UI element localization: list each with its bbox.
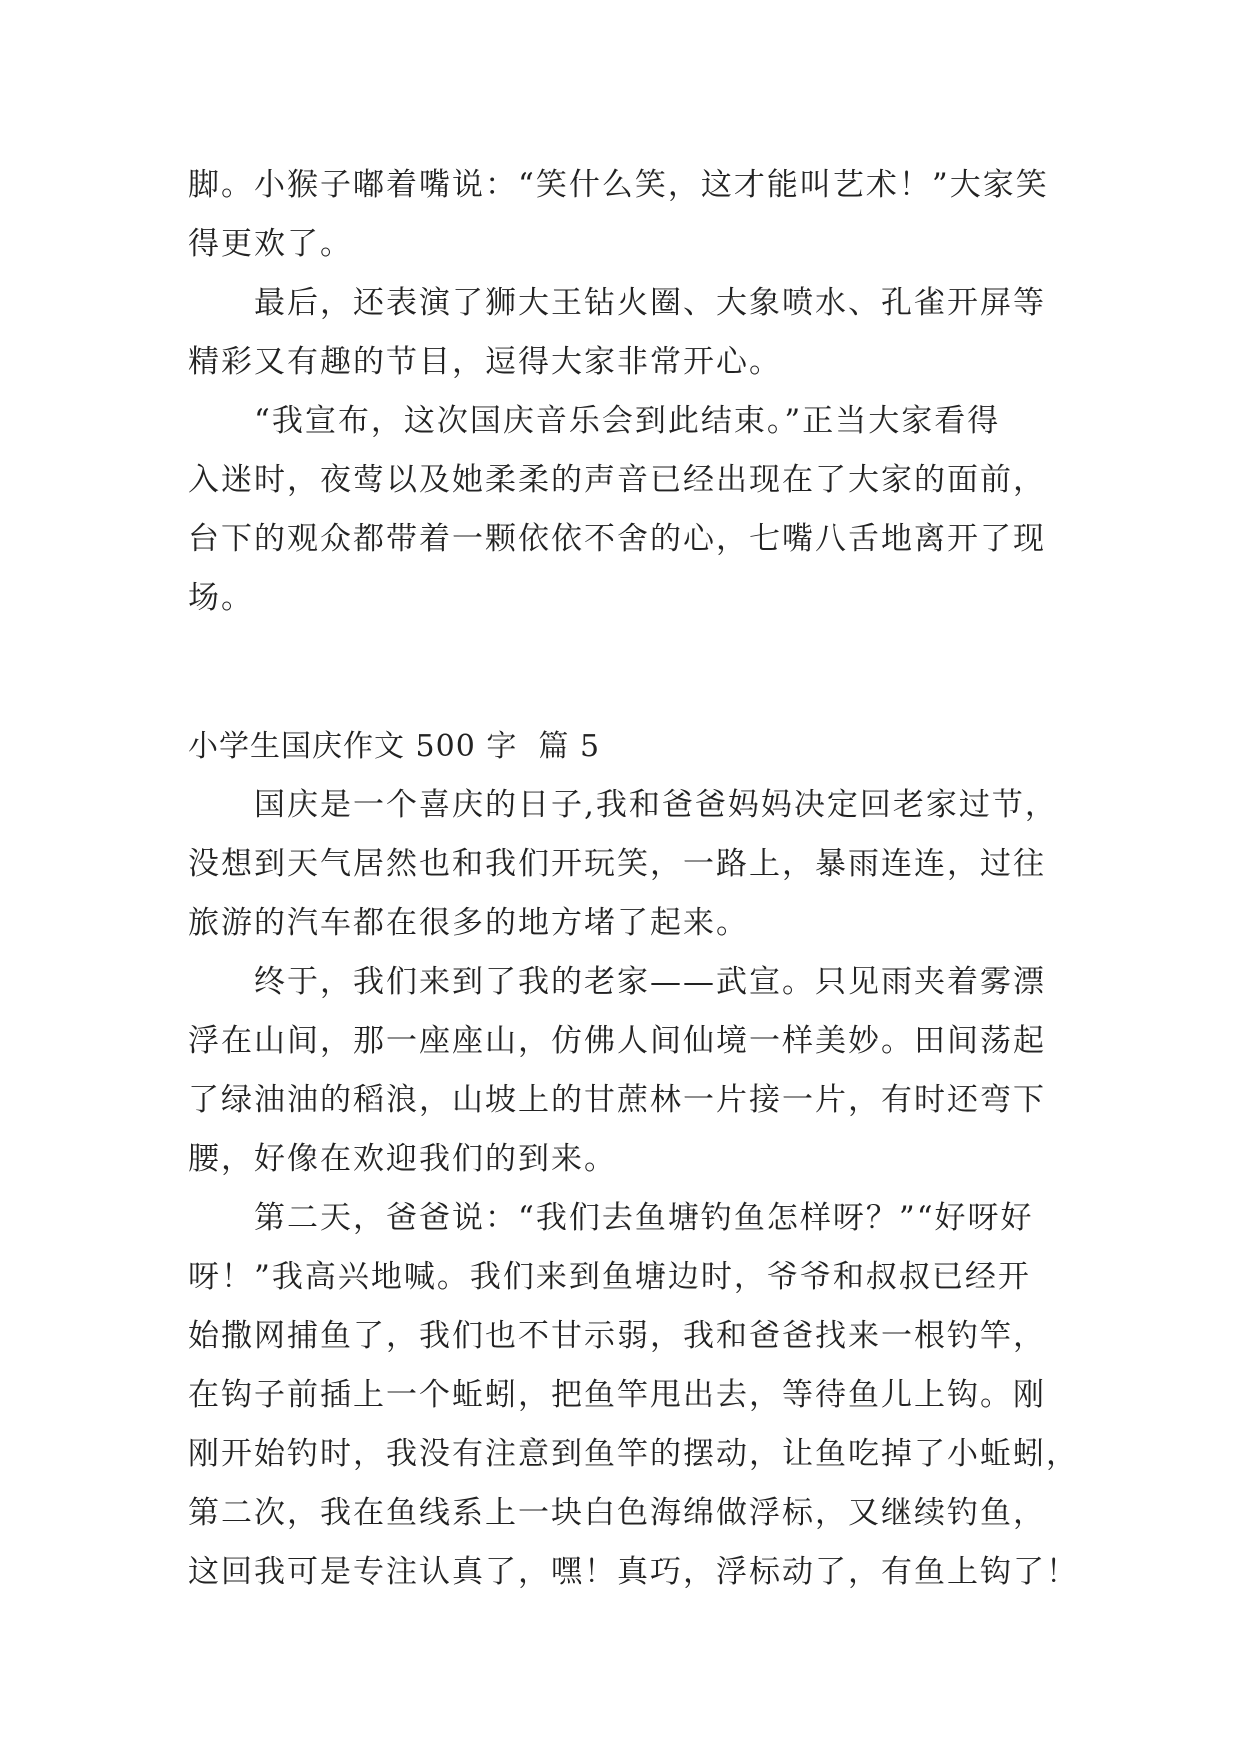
- paragraph: [188, 776, 1056, 953]
- text-line: 腰，好像在欢迎我们的到来。: [188, 1141, 617, 1177]
- text-line: “我宣布，这次国庆音乐会到此结束。”正当大家看得: [254, 403, 1001, 439]
- paragraph: [188, 1189, 1079, 1602]
- text-line: 浮在山间，那一座座山，仿佛人间仙境一样美妙。田间荡起: [188, 1023, 1046, 1059]
- section-spacer: [188, 628, 1056, 717]
- paragraph: [188, 953, 1056, 1189]
- text-line: 呀！”我高兴地喊。我们来到鱼塘边时，爷爷和叔叔已经开: [188, 1259, 1031, 1295]
- text-line: 这回我可是专注认真了，嘿！真巧，浮标动了，有鱼上钩了！: [188, 1554, 1079, 1590]
- text-line: 没想到天气居然也和我们开玩笑，一路上，暴雨连连，过往: [188, 846, 1046, 882]
- paragraph: [188, 392, 1056, 628]
- text-line: 精彩又有趣的节目，逗得大家非常开心。: [188, 344, 782, 380]
- paragraph: [188, 274, 1056, 392]
- text-line: 旅游的汽车都在很多的地方堵了起来。: [188, 905, 749, 941]
- text-line: 脚。小猴子嘟着嘴说：“笑什么笑，这才能叫艺术！”大家笑: [188, 167, 1049, 203]
- section-heading: 小学生国庆作文 500 字 篇 5: [188, 729, 601, 764]
- text-line: 始撒网捕鱼了，我们也不甘示弱，我和爸爸找来一根钓竿，: [188, 1318, 1046, 1354]
- text-line: 在钩子前插上一个蚯蚓，把鱼竿甩出去，等待鱼儿上钩。刚: [188, 1377, 1046, 1413]
- text-line: 了绿油油的稻浪，山坡上的甘蔗林一片接一片，有时还弯下: [188, 1082, 1046, 1118]
- text-line: 终于，我们来到了我的老家——武宣。只见雨夹着雾漂: [254, 964, 1046, 1000]
- text-line: 入迷时，夜莺以及她柔柔的声音已经出现在了大家的面前，: [188, 462, 1046, 498]
- document-body: [188, 156, 1079, 1602]
- text-line: 第二次，我在鱼线系上一块白色海绵做浮标，又继续钓鱼，: [188, 1495, 1046, 1531]
- text-line: 最后，还表演了狮大王钻火圈、大象喷水、孔雀开屏等: [254, 285, 1046, 321]
- text-line: 国庆是一个喜庆的日子,我和爸爸妈妈决定回老家过节，: [254, 787, 1058, 823]
- text-line: 第二天，爸爸说：“我们去鱼塘钓鱼怎样呀？”“好呀好: [254, 1200, 1034, 1236]
- text-line: 场。: [188, 580, 254, 616]
- text-line: 得更欢了。: [188, 226, 353, 262]
- text-line: 刚开始钓时，我没有注意到鱼竿的摆动，让鱼吃掉了小蚯蚓，: [188, 1436, 1079, 1472]
- text-line: 台下的观众都带着一颗依依不舍的心，七嘴八舌地离开了现: [188, 521, 1046, 557]
- paragraph: [188, 156, 1056, 274]
